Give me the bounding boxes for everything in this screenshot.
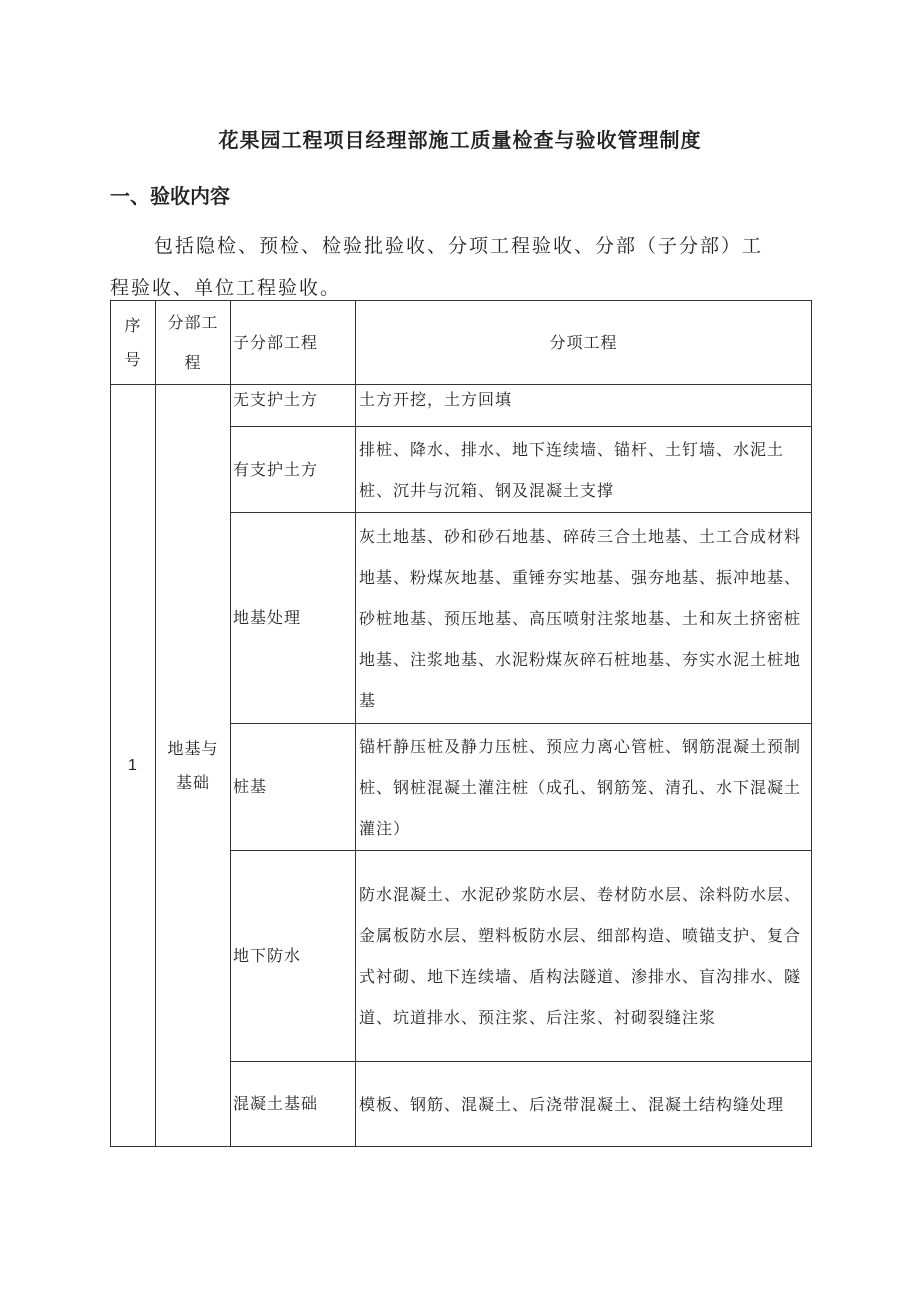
group-division-line2: 基础 [175,772,210,792]
page-title: 花果园工程项目经理部施工质量检查与验收管理制度 [218,128,702,152]
header-division-line2: 程 [184,352,202,372]
items-cell: 土方开挖，土方回填 [356,385,812,427]
header-subdivision: 子分部工程 [231,301,356,385]
subdivision-cell: 有支护土方 [231,427,356,513]
items-cell: 锚杆静压桩及静力压桩、预应力离心管桩、钢筋混凝土预制桩、钢桩混凝土灌注桩（成孔、钢筋笼、清孔、水下混凝土灌注） [356,724,812,851]
subdivision-cell: 地基处理 [231,513,356,724]
header-seq [111,301,156,385]
items-cell: 模板、钢筋、混凝土、后浇带混凝土、混凝土结构缝处理 [356,1062,812,1147]
header-division-line1: 分部工 [167,312,219,332]
table-header-row [111,301,812,385]
items-cell: 灰土地基、砂和砂石地基、碎砖三合土地基、土工合成材料地基、粉煤灰地基、重锤夯实地基、强夯地基、振冲地基、砂桩地基、预压地基、高压喷射注浆地基、土和灰土挤密桩地基、注浆地基、水泥粉煤灰碎石桩地基、夯实水泥土桩地基 [356,513,812,724]
subdivision-cell: 无支护土方 [231,385,356,427]
acceptance-table [110,300,812,1147]
group-division-line1: 地基与 [167,738,219,758]
subdivision-cell: 桩基 [231,724,356,851]
header-items: 分项工程 [356,301,812,385]
header-seq-line2: 号 [124,349,142,369]
section-heading: 一、验收内容 [110,184,230,208]
group-division [156,385,231,1147]
items-cell: 排桩、降水、排水、地下连续墙、锚杆、土钉墙、水泥土桩、沉井与沉箱、钢及混凝土支撑 [356,427,812,513]
paragraph-line-1: 包括隐检、预检、检验批验收、分项工程验收、分部（子分部）工 [154,235,764,257]
items-cell: 防水混凝土、水泥砂浆防水层、卷材防水层、涂料防水层、金属板防水层、塑料板防水层、细部构造、喷锚支护、复合式衬砌、地下连续墙、盾构法隧道、渗排水、盲沟排水、隧道、坑道排水、预注浆、后注浆、衬砌裂缝注浆 [356,851,812,1062]
subdivision-cell: 混凝土基础 [231,1062,356,1147]
subdivision-cell: 地下防水 [231,851,356,1062]
header-division [156,301,231,385]
paragraph-line-2: 程验收、单位工程验收。 [110,277,342,299]
section-paragraph [110,225,810,309]
header-seq-line1: 序 [124,315,142,335]
table-row [111,385,812,427]
group-seq: 1 [111,385,156,1147]
